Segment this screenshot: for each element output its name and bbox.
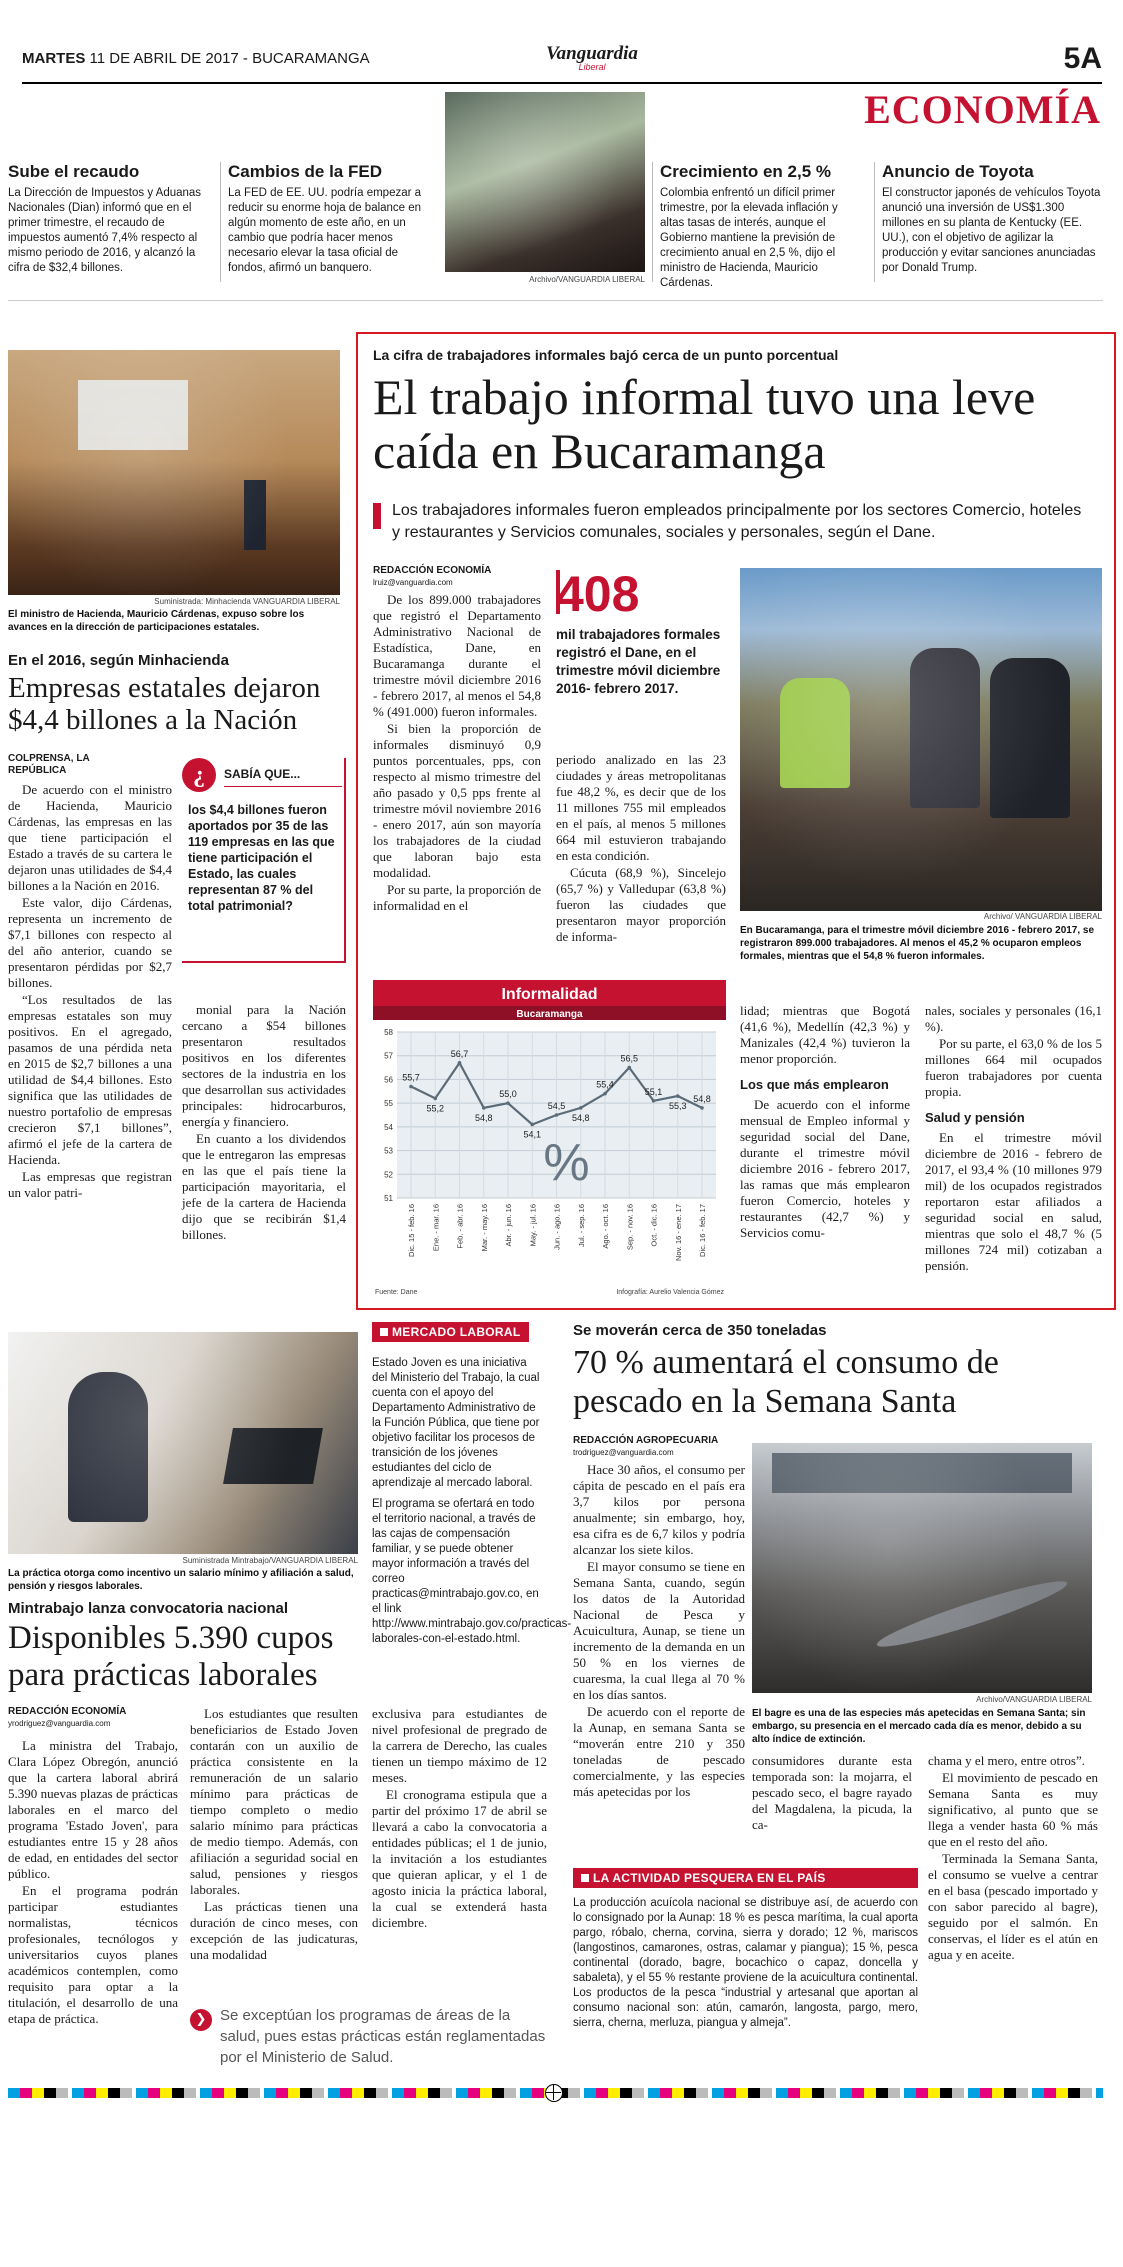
paragraph: La ministra del Trabajo, Clara López Obregón, anunció que la cartera laboral abrirá 5.390 nuevas plazas de prácticas laborales en el marco del programa 'Estado Joven', para estudiantes entre 15 y 28 años de edad, en entidades del sector público. [8, 1738, 178, 1881]
brief-recaudo [8, 162, 213, 276]
chart-x-tick-label: Jul. - sep. 16 [576, 1204, 586, 1247]
main-story-byline [373, 565, 543, 589]
chart-data-label: 55,2 [426, 1103, 445, 1114]
actividad-pesquera-box [573, 1868, 918, 2078]
paragraph: “Los resultados de las empresas estatales son muy positivos. En el agregado, pasamos de una pérdida neta en 2015 de $2,7 billones a una utilidad de $4,4 billones. Esto significa que las utilidades de nuestro portafolio de empresas crecieron $7,1 billones”, afirmó el jefe de la cartera de Hacienda. [8, 992, 172, 1167]
chart-data-label: 55,0 [499, 1089, 517, 1100]
paragraph: El cronograma estipula que a partir del próximo 17 de abril se llevará a cabo la convocatoria a entidades públicas; el 1 de junio, la invitación a los estudiantes que quieran aplicar, y el 1 de agosto inicia la práctica laboral, la cual se extenderá hasta diciembre. [372, 1787, 547, 1930]
fish-photo-credit: Archivo/VANGUARDIA LIBERAL [976, 1695, 1092, 1704]
paragraph: Por su parte, la proporción de informalidad en el [373, 882, 541, 913]
chart-y-tick-label: 58 [384, 1028, 393, 1037]
chart-svg [373, 980, 726, 1298]
paragraph: Los estudiantes que resulten beneficiarios de Estado Joven contarán con un auxilio de práctica consistente en la remuneración de un salario mínimo para prácticas de tiempo completo o medio salario mínimo para prácticas de medio tiempo. Además, con afiliación a seguridad social en salud, pensiones y riesgos laborales. [190, 1706, 358, 1897]
brief-title: Cambios de la FED [228, 162, 382, 181]
masthead-date-line [22, 50, 370, 67]
pescado-headline: 70 % aumentará el consumo de pescado en la Semana Santa [573, 1344, 999, 1420]
pescado-email: trodriguez@vanguardia.com [573, 1448, 674, 1457]
chart-data-label: 54,5 [547, 1101, 566, 1111]
paragraph: Si bien la proporción de informales disminuyó 0,9 puntos porcentuales, pps, con respecto al mismo trimestre del año pasado y 0,5 pps frente al trimestre móvil noviembre 2016 - enero 2017, aún son mayoría los trabajadores de la ciudad que laboran bajo esta modalidad. [373, 721, 541, 880]
main-story-col4 [925, 1003, 1102, 1275]
paper-name: Vanguardia [546, 43, 638, 64]
brief-body: El constructor japonés de vehículos Toyota anunció una inversión de US$1.300 millones en su planta de Kentucky (EE. UU.), con el objetivo de agilizar la producción y evitar sanciones anunciadas por Donald Trump. [882, 187, 1101, 274]
left-story-headline: Empresas estatales dejaron $4,4 billones a la Nación [8, 672, 321, 736]
pescado-col3 [928, 1753, 1098, 1964]
left-story-col1 [8, 782, 172, 1202]
chart-data-label: 54,1 [523, 1129, 542, 1140]
chart-point [603, 1092, 607, 1096]
chart-credit: Infografía: Aurelio Valencia Gómez [616, 1289, 724, 1296]
registration-mark-icon [545, 2084, 563, 2102]
mercado-laboral-label: MERCADO LABORAL [392, 1325, 521, 1339]
practicas-byline-name: REDACCIÓN ECONOMÍA [8, 1706, 127, 1717]
chart-point [700, 1106, 704, 1110]
sabia-que-body: los $4,4 billones fueron aportados por 35 de las 119 empresas en las que tiene participación el Estado, las cuales representan 87 % del total patrimonial? [188, 803, 335, 913]
chart-x-tick-label: Nov. 16 - ene. 17 [673, 1204, 683, 1261]
chart-data-label: 56,7 [450, 1048, 469, 1059]
brief-body: Colombia enfrentó un difícil primer trimestre, por la elevada inflación y altas tasas de interés, aunque el Gobierno mantiene la previsión de crecimiento anual en 2,5 %, dijo el ministro de Hacienda, Mauricio Cárdenas. [660, 187, 838, 289]
masthead-day: MARTES [22, 50, 86, 67]
paragraph: El movimiento de pescado en Semana Santa es muy significativo, al punto que se llega a vender hasta 60 % más que en el resto del año. [928, 1770, 1098, 1849]
practicas-callout [190, 2005, 550, 2075]
chart-x-tick-label: May. - jul. 16 [528, 1204, 538, 1247]
paragraph: Las empresas que registran un valor patri- [8, 1169, 172, 1200]
brief-divider [652, 162, 653, 282]
paper-logo [517, 44, 667, 72]
chart-y-tick-label: 56 [384, 1075, 393, 1085]
mercado-laboral-text [372, 1356, 572, 1647]
paragraph: De acuerdo con el informe mensual de Empleo informal y seguridad social del Dane, durante el trimestre móvil diciembre 2016 - febrero 2017, las ramas que más emplearon fueron Comercio, hoteles y restaurantes (42,7 %) y Servicios comu- [740, 1097, 910, 1240]
page-number: 5A [1063, 42, 1102, 75]
minister-photo [8, 350, 340, 595]
paragraph: exclusiva para estudiantes de nivel profesional de pregrado de la carrera de Derecho, las cuales tienen un tiempo máximo de 12 meses. [372, 1706, 547, 1785]
sub-salud-y-pension: Salud y pensión [925, 1110, 1025, 1125]
chart-point [676, 1094, 680, 1098]
big-number-box [556, 568, 731, 708]
market-photo-caption: En Bucaramanga, para el trimestre móvil diciembre 2016 - febrero 2017, se registraron 899.000 trabajadores. Al menos el 45,2 % ocuparon empleos formales, mientras que el 54,8 % fueron informales. [740, 925, 1095, 962]
paper-subname: Liberal [578, 62, 606, 72]
paragraph: Cúcuta (68,9 %), Sincelejo (65,7 %) y Valledupar (63,8 %) fueron las ciudades que presentaron mayor proporción de informa- [556, 865, 726, 944]
paragraph: Este valor, dijo Cárdenas, representa un incremento de $7,1 billones con respecto al del año anterior, cuando se presentaron pérdidas por $2,7 billones. [8, 895, 172, 990]
chart-x-tick-label: Oct. - dic. 16 [649, 1204, 659, 1247]
chart-y-tick-label: 54 [384, 1122, 393, 1132]
sabia-que-box [182, 758, 346, 963]
market-photo-credit: Archivo/ VANGUARDIA LIBERAL [983, 912, 1102, 921]
chart-x-tick-label: Dic. 16 - feb. 17 [698, 1204, 707, 1257]
student-photo [8, 1332, 358, 1554]
brief-fed [228, 162, 433, 276]
print-color-bar-left [8, 2088, 1103, 2102]
chart-point [482, 1106, 486, 1110]
practicas-col2 [190, 1706, 358, 1964]
chart-y-tick-label: 52 [384, 1170, 393, 1180]
market-photo [740, 568, 1102, 911]
chart-x-tick-label: Ago. - oct. 16 [601, 1204, 610, 1249]
masthead-rule [22, 82, 1102, 84]
pescado-col1 [573, 1462, 745, 1801]
left-story-kicker: En el 2016, según Minhacienda [8, 652, 229, 669]
paragraph: De acuerdo con el ministro de Hacienda, Mauricio Cárdenas, las empresas en las que tiene participación el Estado a través de su cartera le dejaron unas utilidades de $4,4 billones a la Nación en 2016. [8, 782, 172, 893]
paragraph: El programa se ofertará en todo el territorio nacional, a través de las cajas de compensación familiar, y se puede obtener mayor información a través del correo practicas@mintrabajo.gov.co, en el link http://www.mintrabajo.gov.co/practicas-laborales-con-el-estado.html. [372, 1498, 572, 1645]
sub-los-que-mas-emplearon: Los que más emplearon [740, 1077, 889, 1092]
main-story-byline-name: REDACCIÓN ECONOMÍA [373, 565, 492, 576]
fish-photo [752, 1443, 1092, 1693]
brief-title: Anuncio de Toyota [882, 162, 1034, 181]
actividad-pesquera-tag [573, 1868, 918, 1888]
chart-y-tick-label: 57 [384, 1051, 393, 1061]
brief-divider [220, 162, 221, 282]
callout-arrow-icon: ❯ [190, 2009, 212, 2031]
main-story-col1 [373, 592, 541, 915]
actividad-pesquera-text: La producción acuícola nacional se distribuye así, de acuerdo con lo consignado por la Aunap: 18 % es pesca marítima, la cual aporta pargo, róbalo, cherna, corvina, sierra y dorado; 12 %, mariscos (langostinos, camarones, ostras, calamar y piangua); 15 %, pesca continental (dorado, bagre, bocachico o capaz, doncella y sabaleta), y el 55 % restante proviene de la acuicultura continental. Los productos de la pesca “industrial y artesanal que aportan al consumo nacional son: atún, camarón, langosta, pargo, mero, sierra, cherna, merluza, piangua y almeja”. [573, 1897, 918, 2029]
chart-point [433, 1097, 437, 1101]
chart-x-tick-label: Mar. - may. 16 [479, 1204, 489, 1252]
pescado-kicker: Se moverán cerca de 350 toneladas [573, 1322, 827, 1339]
chart-data-label: 55,3 [668, 1101, 687, 1112]
money-photo [445, 92, 645, 272]
briefs-bottom-rule [8, 300, 1103, 301]
chart-point [530, 1123, 534, 1127]
paragraph: nales, sociales y personales (16,1 %). [925, 1003, 1102, 1034]
paragraph: monial para la Nación cercano a $54 billones presentaron resultados positivos en los diferentes sectores de la industria en los que desarrollan sus actividades principales: hidrocarburos, energía y financiero. [182, 1002, 346, 1129]
paragraph: Por su parte, el 63,0 % de los 5 millones 664 mil ocupados fueron trabajadores por cuenta propia. [925, 1036, 1102, 1099]
chart-subtitle: Bucaramanga [516, 1009, 583, 1020]
brief-crecimiento [660, 162, 865, 291]
practicas-headline: Disponibles 5.390 cupos para prácticas laborales [8, 1620, 334, 1693]
brief-title: Sube el recaudo [8, 162, 140, 181]
chart-data-label: 56,5 [620, 1053, 639, 1064]
chart-y-tick-label: 53 [384, 1146, 393, 1156]
minister-photo-credit: Suministrada: Minhacienda VANGUARDIA LIBERAL [154, 597, 340, 606]
chart-source: Fuente: Dane [375, 1289, 418, 1296]
callout-text: Se exceptúan los programas de áreas de la salud, pues estas prácticas están reglamentadas por el Ministerio de Salud. [220, 2007, 546, 2066]
paragraph: Estado Joven es una iniciativa del Ministerio del Trabajo, la cual cuenta con el apoyo del Departamento Administrativo de la Función Pública, que tiene por objetivo facilitar los procesos de transición de los jóvenes estudiantes del ciclo de aprendizaje al mercado laboral. [372, 1357, 540, 1489]
chart-y-tick-label: 51 [384, 1194, 393, 1203]
chart-data-label: 54,8 [693, 1093, 711, 1104]
practicas-byline [8, 1706, 178, 1730]
sabia-que-rule [224, 786, 342, 787]
chart-point [627, 1066, 631, 1070]
chart-point [409, 1085, 413, 1089]
masthead-date: 11 DE ABRIL DE 2017 - BUCARAMANGA [89, 50, 370, 67]
chart-point [555, 1113, 559, 1117]
chart-percent-symbol: % [543, 1134, 590, 1192]
chart-point [652, 1099, 656, 1103]
chart-title: Informalidad [501, 986, 598, 1003]
minister-photo-caption: El ministro de Hacienda, Mauricio Cárdenas, expuso sobre los avances en la dirección de participaciones estatales. [8, 609, 305, 633]
paragraph: De acuerdo con el reporte de la Aunap, en semana Santa se “moverán entre 210 y 350 toneladas de pescado comercialmente, y las especies más apetecidas por los [573, 1704, 745, 1799]
masthead [22, 40, 1102, 80]
fish-photo-caption: El bagre es una de las especies más apetecidas en Semana Santa; sin embargo, su presencia en el mercado cada día es menor, debido a su alto índice de extinción. [752, 1708, 1086, 1745]
informalidad-chart [373, 980, 726, 1298]
big-number: 408 [556, 566, 640, 622]
practicas-email: yrodriguez@vanguardia.com [8, 1719, 111, 1728]
brief-title: Crecimiento en 2,5 % [660, 162, 832, 181]
main-story-email: lruiz@vanguardia.com [373, 578, 453, 587]
main-story-col2 [556, 752, 726, 946]
chart-data-label: 54,8 [474, 1112, 493, 1123]
paragraph: En el trimestre móvil diciembre de 2016 - febrero de 2017, el 93,4 % (10 millones 979 mil) de los ocupados registrados reportaron estar afiliados a seguridad social en salud, mientras que solo el 48,7 % (5 millones 724 mil) cotizaban a pensión. [925, 1130, 1102, 1273]
paragraph: En el programa podrán participar estudiantes normalistas, técnicos profesionales, tecnólogos y universitarios cuyos planes académicos contemplen, como requisito para optar a la titulación, el desarrollo de una etapa de práctica. [8, 1883, 178, 2026]
student-photo-credit: Suministrada Mintrabajo/VANGUARDIA LIBERAL [182, 1556, 358, 1565]
chart-x-tick-label: Feb. - abr. 16 [455, 1204, 465, 1249]
paragraph: En cuanto a los dividendos que le entregaron las empresas en las que el país tiene la participación mayoritaria, el jefe de la cartera de Hacienda dijo que se recibirán $1,4 billones. [182, 1131, 346, 1242]
chart-x-tick-label: Dic. 15 - feb. 16 [407, 1204, 416, 1257]
chart-x-tick-label: Jun. - ago. 16 [552, 1204, 562, 1250]
paragraph: lidad; mientras que Bogotá (41,6 %), Medellín (42,3 %) y Manizales (42,4 %) tuvieron la menor proporción. [740, 1003, 910, 1066]
left-story-col2 [182, 1002, 346, 1244]
pescado-byline-name: REDACCIÓN AGROPECUARIA [573, 1435, 719, 1446]
chart-data-label: 55,7 [402, 1072, 420, 1083]
paragraph: Terminada la Semana Santa, el consumo se vuelve a centrar en el basa (pescado importado y con sabor parecido al bagre), seguido por el salmón. En conservas, el líder es el atún en agua y en aceite. [928, 1851, 1098, 1962]
brief-divider [874, 162, 875, 282]
paragraph: periodo analizado en las 23 ciudades y áreas metropolitanas fue 48,2 %, es decir que de los 11 millones 755 mil empleados en el país, al menos 5 millones 664 mil estuvieron trabajando en esta condición. [556, 752, 726, 863]
actividad-pesquera-label: LA ACTIVIDAD PESQUERA EN EL PAÍS [593, 1871, 826, 1885]
chart-point [579, 1106, 583, 1110]
paragraph: consumidores durante esta temporada son: la mojarra, el pescado seco, el bagre rayado del Magdalena, la picuda, la ca- [752, 1753, 912, 1832]
student-photo-caption: La práctica otorga como incentivo un salario mínimo y afiliación a salud, pensión y riesgos laborales. [8, 1568, 354, 1592]
practicas-col3 [372, 1706, 547, 1932]
chart-point [458, 1061, 462, 1065]
practicas-col1 [8, 1738, 178, 2028]
brief-toyota [882, 162, 1102, 276]
chart-point [506, 1101, 510, 1105]
money-photo-credit: Archivo/VANGUARDIA LIBERAL [529, 275, 645, 284]
main-story-col3 [740, 1003, 910, 1242]
main-story-lead: Los trabajadores informales fueron empleados principalmente por los sectores Comercio, hoteles y restaurantes y Servicios comunales, sociales y personales, según el Dane. [392, 502, 1082, 541]
mercado-laboral-tag [372, 1322, 529, 1342]
actividad-pesquera-square [581, 1874, 589, 1882]
lead-marker [373, 503, 381, 529]
main-story-headline: El trabajo informal tuvo una leve caída en Bucaramanga [373, 369, 1036, 479]
mercado-laboral-square [380, 1328, 388, 1336]
big-number-text: mil trabajadores formales registró el Dane, en el trimestre móvil diciembre 2016- febrero 2017. [556, 627, 721, 696]
section-title: ECONOMÍA [864, 87, 1101, 132]
chart-data-label: 54,8 [571, 1112, 590, 1123]
brief-body: La FED de EE. UU. podría empezar a reducir su enorme hoja de balance en algún momento de este año, en un cambio que podría hacer menos necesario elevar la tasa oficial de fondos, afirmó un banquero. [228, 187, 422, 274]
paragraph: El mayor consumo se tiene en Semana Santa, cuando, según los datos de la Autoridad Nacional de Pesca y Acuicultura, Aunap, se tiene un incremento de la demanda en un 50 % en los viernes de cuaresma, la cual llega al 70 % en los días santos. [573, 1559, 745, 1702]
chart-y-tick-label: 55 [384, 1099, 393, 1109]
mercado-laboral-box [372, 1322, 572, 1692]
paragraph: Hace 30 años, el consumo per cápita de pescado en el país era 3,7 kilos por persona anualmente; sin embargo, hoy, esa cifra es de 6,7 kilos y podría alcanzar los siete kilos. [573, 1462, 745, 1557]
paragraph: Las prácticas tienen una duración de cinco meses, con excepción de las judicaturas, una modalidad [190, 1899, 358, 1962]
chart-x-tick-label: Ene. - mar. 16 [431, 1204, 441, 1252]
paragraph: chama y el mero, entre otros”. [928, 1753, 1086, 1768]
pescado-byline [573, 1435, 743, 1459]
chart-x-tick-label: Abr. - jun. 16 [504, 1204, 513, 1247]
pescado-col2 [752, 1753, 912, 1834]
brief-body: La Dirección de Impuestos y Aduanas Nacionales (Dian) informó que en el primer trimestre, el recaudo de impuestos aumentó 7,4% respecto al mismo periodo de 2016, y alcanzó la cifra de $32,4 billones. [8, 187, 202, 274]
chart-x-tick-label: Sep. - nov. 16 [625, 1204, 635, 1251]
main-story-kicker: La cifra de trabajadores informales bajó cerca de un punto porcentual [373, 347, 839, 363]
sabia-que-icon: ¿ [182, 758, 216, 792]
chart-data-label: 55,4 [596, 1079, 614, 1090]
practicas-kicker: Mintrabajo lanza convocatoria nacional [8, 1600, 289, 1617]
chart-data-label: 55,1 [644, 1086, 663, 1097]
paragraph: De los 899.000 trabajadores que registró el Departamento Administrativo Nacional de Estadística, Dane, en Bucaramanga durante el trimestre móvil diciembre 2016 - febrero 2017, al menos el 54,8 % (491.000) fueron informales. [373, 592, 541, 719]
left-story-byline: COLPRENSA, LA REPÚBLICA [8, 753, 90, 776]
sabia-que-title: SABÍA QUE... [224, 767, 301, 781]
